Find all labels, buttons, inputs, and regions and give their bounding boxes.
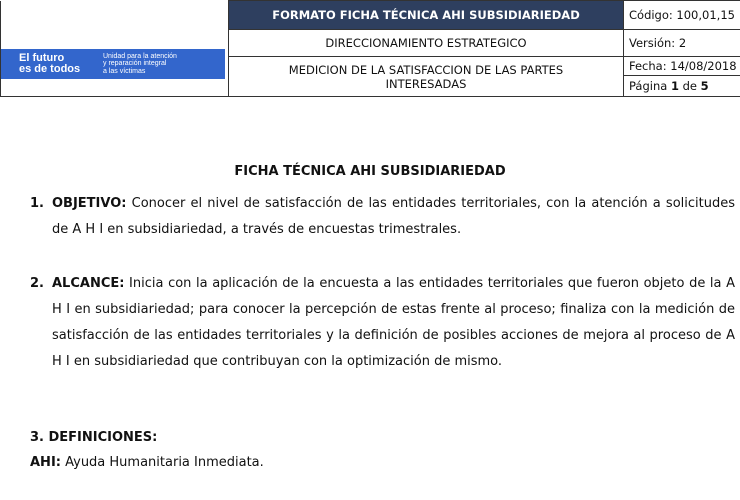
definitions-heading: 3. DEFINICIONES:: [30, 430, 158, 445]
definition-item: [30, 453, 264, 473]
section-text: Conocer el nivel de satisfacción de las entidades territoriales, con la atención a solicitudes de A H I en subsidiariedad, a través de encuestas trimestrales.: [52, 196, 735, 237]
logo-agency-name: Unidad para la atención y reparación integral a las víctimas: [103, 52, 177, 75]
section-alcance: [30, 271, 740, 375]
section-heading: ALCANCE:: [52, 276, 125, 291]
document-date: Fecha: 14/08/2018: [624, 57, 740, 76]
section-text: Inicia con la aplicación de la encuesta a las entidades territoriales que fueron objeto de la A H I en subsidiariedad; para conocer la percepción de estas frente al proceso; finaliza con la medición de satisfacción de las entidades territoriales y la definición de posibles acciones de mejora al proceso de A H I en subsidiariedad que contribuyan con la optimización de mismo.: [52, 276, 735, 369]
definition-term: AHI:: [30, 455, 61, 470]
area-name: DIRECCIONAMIENTO ESTRATEGICO: [229, 30, 624, 57]
header-table: [0, 0, 740, 97]
page-indicator: Página 1 de 5: [624, 76, 740, 97]
section-heading: OBJETIVO:: [52, 196, 127, 211]
logo-slogan: El futuro es de todos: [19, 52, 81, 75]
section-number: 1.: [30, 196, 44, 211]
process-name: MEDICION DE LA SATISFACCION DE LAS PARTES INTERESADAS: [229, 57, 624, 97]
logo-cell: [1, 1, 229, 97]
section-number: 2.: [30, 276, 44, 291]
definition-text: Ayuda Humanitaria Inmediata.: [60, 455, 264, 470]
institution-logo: [1, 49, 225, 79]
section-body: [52, 271, 735, 375]
section-objetivo: [30, 191, 740, 243]
document-title: FICHA TÉCNICA AHI SUBSIDIARIEDAD: [234, 164, 506, 179]
format-title: FORMATO FICHA TÉCNICA AHI SUBSIDIARIEDAD: [229, 1, 624, 30]
section-body: [52, 191, 735, 243]
document-code: Código: 100,01,15: [624, 1, 740, 30]
document-version: Versión: 2: [624, 30, 740, 57]
